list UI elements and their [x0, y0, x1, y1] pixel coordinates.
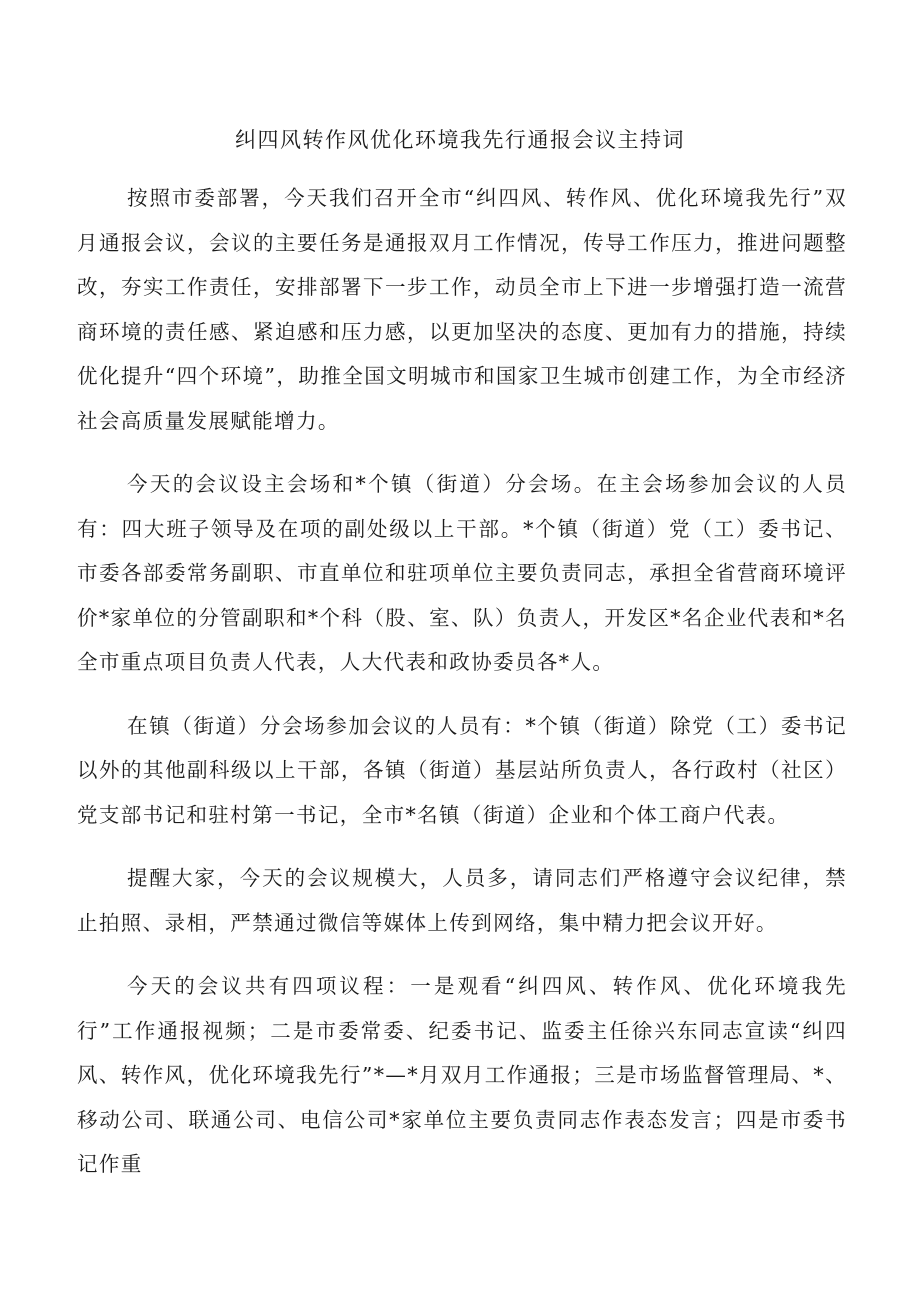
paragraph-main-venue-attendees: 今天的会议设主会场和*个镇（街道）分会场。在主会场参加会议的人员有：四大班子领导及在项的副处级以上干部。*个镇（街道）党（工）委书记、市委各部委常务副职、市直单位和驻项单位主要负责同志，承担全省营商环境评价*家单位的分管副职和*个科（股、室、队）负责人，开发区*名企业代表和*名全市重点项目负责人代表，人大代表和政协委员各*人。: [77, 472, 847, 674]
document-body: [77, 176, 847, 1206]
paragraph-branch-venue-attendees: 在镇（街道）分会场参加会议的人员有：*个镇（街道）除党（工）委书记以外的其他副科级以上干部，各镇（街道）基层站所负责人，各行政村（社区）党支部书记和驻村第一书记，全市*名镇（街道）企业和个体工商户代表。: [77, 713, 847, 827]
document-title: 纠四风转作风优化环境我先行通报会议主持词: [235, 128, 685, 152]
paragraph-meeting-purpose: 按照市委部署，今天我们召开全市“纠四风、转作风、优化环境我先行”双月通报会议，会议的主要任务是通报双月工作情况，传导工作压力，推进问题整改，夯实工作责任，安排部署下一步工作，动员全市上下进一步增强打造一流营商环境的责任感、紧迫感和压力感，以更加坚决的态度、更加有力的措施，持续优化提升“四个环境”，助推全国文明城市和国家卫生城市创建工作，为全市经济社会高质量发展赋能增力。: [77, 186, 847, 433]
paragraph-agenda: 今天的会议共有四项议程：一是观看“纠四风、转作风、优化环境我先行”工作通报视频；二是市委常委、纪委书记、监委主任徐兴东同志宣读“纠四风、转作风，优化环境我先行”*—*月双月工作通报；三是市场监督管理局、*、移动公司、联通公司、电信公司*家单位主要负责同志作表态发言；四是市委书记作重: [77, 974, 847, 1176]
paragraph-meeting-discipline: 提醒大家，今天的会议规模大，人员多，请同志们严格遵守会议纪律，禁止拍照、录相，严禁通过微信等媒体上传到网络，集中精力把会议开好。: [77, 866, 847, 935]
